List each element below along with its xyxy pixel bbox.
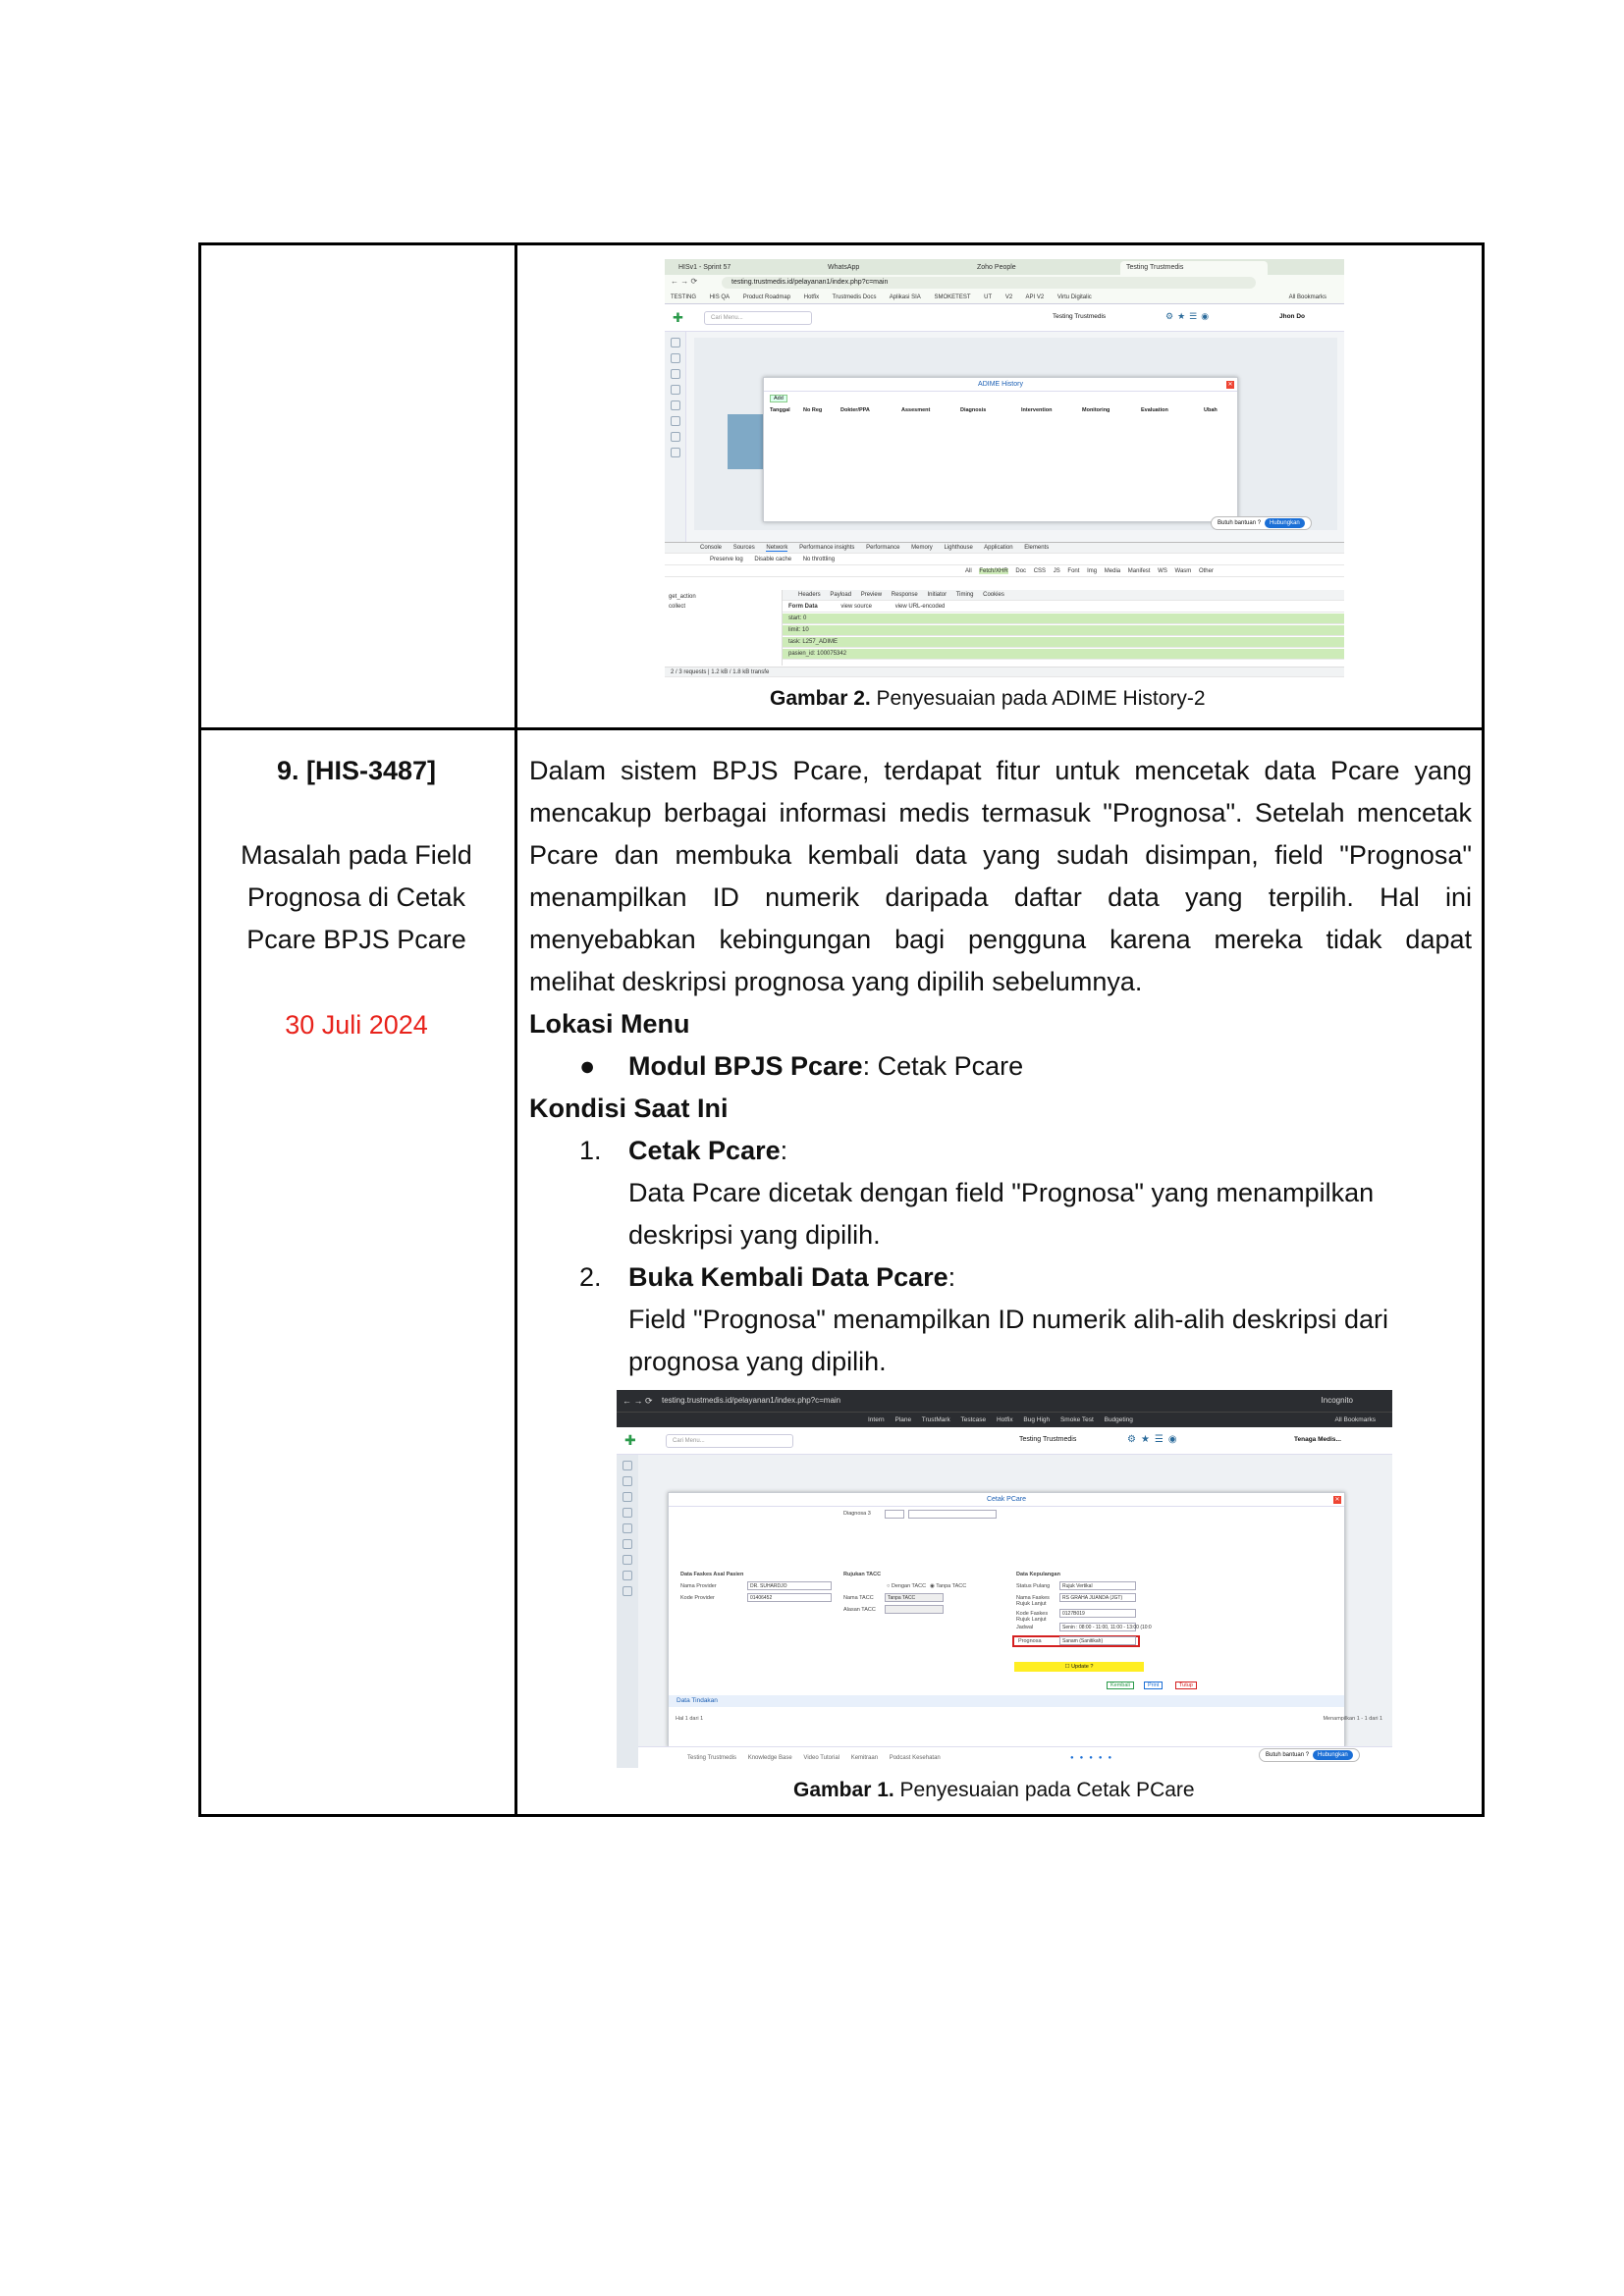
radio-label: Tanpa TACC <box>936 1583 967 1589</box>
payload-row: limit: 10 <box>783 625 1344 636</box>
caption-label: Gambar 2. <box>770 687 871 710</box>
list-item-title <box>628 1130 787 1172</box>
bookmarks-bar <box>617 1412 1392 1427</box>
status-pulang-select[interactable]: Rujuk Vertikal <box>1059 1581 1136 1590</box>
intro-line: mencakup berbagai informasi medis termasuk "Prognosa". Setelah mencetak <box>529 798 1472 828</box>
payload-row: pasien_id: 100075342 <box>783 649 1344 660</box>
request-item[interactable]: get_action <box>669 594 696 600</box>
list-item-colon: : <box>947 1262 956 1292</box>
kondisi-heading: Kondisi Saat Ini <box>529 1094 729 1123</box>
app-sidebar <box>617 1455 638 1768</box>
diagnosa-label: Diagnosa 3 <box>843 1511 871 1517</box>
print-button[interactable]: Print <box>1144 1682 1163 1689</box>
type-filter[interactable]: JS <box>1053 568 1060 574</box>
list-item-bold: Cetak Pcare <box>628 1136 781 1165</box>
request-list <box>665 590 783 666</box>
throttle-select[interactable]: No throttling <box>802 557 836 562</box>
sidebar-icon[interactable] <box>623 1523 632 1533</box>
caption-text: Penyesuaian pada ADIME History-2 <box>870 687 1206 710</box>
payload-tab[interactable]: Payload <box>830 592 852 598</box>
pager[interactable]: Hal 1 dari 1 <box>676 1716 704 1722</box>
type-filter[interactable]: Fetch/XHR <box>979 568 1008 574</box>
alasan-tacc-label: Alasan TACC <box>843 1607 876 1613</box>
bookmark[interactable]: V2 <box>1004 294 1013 300</box>
list-item-desc: Field "Prognosa" menampilkan ID numerik alih-alih deskripsi dari <box>628 1305 1388 1334</box>
bullet-rest: : Cetak Pcare <box>862 1051 1024 1081</box>
sidebar-icon[interactable] <box>623 1508 632 1518</box>
footer-link[interactable]: Kemitraan <box>850 1755 879 1761</box>
update-checkbox[interactable]: ☐ Update ? <box>1014 1662 1144 1672</box>
devtools-tab[interactable]: Performance insights <box>799 545 855 551</box>
devtools-filter-row <box>665 555 1344 565</box>
intro-line: menyebabkan kebingungan bagi pengguna karena mereka tidak dapat <box>529 925 1472 954</box>
bookmark[interactable]: Trustmedis Docs <box>832 294 877 300</box>
dengan-tacc-radio[interactable]: ○ Dengan TACC <box>887 1583 927 1589</box>
bookmark[interactable]: TrustMark <box>921 1416 950 1423</box>
kode-provider-field[interactable]: 01406452 <box>747 1593 832 1602</box>
devtools-tab[interactable]: Network <box>766 545 788 551</box>
footer-link[interactable]: Podcast Kesehatan <box>889 1755 941 1761</box>
cetak-pcare-screenshot <box>617 1390 1392 1768</box>
issue-title-line: Pcare BPJS Pcare <box>246 925 466 954</box>
add-button[interactable]: Add <box>770 395 787 402</box>
modal-title <box>764 378 1237 392</box>
intro-line: Pcare dan membuka kembali data yang sudah disimpan, field "Prognosa" <box>529 840 1472 870</box>
menu-plus-icon[interactable]: ✚ <box>673 310 683 325</box>
issue-title-line: Masalah pada Field <box>241 840 472 870</box>
sidebar-icon[interactable] <box>623 1555 632 1565</box>
payload-tab[interactable]: Preview <box>860 592 883 598</box>
bullet-marker: ● <box>579 1051 596 1081</box>
address-bar-row <box>665 275 1344 291</box>
radio-label: Dengan TACC <box>891 1583 927 1589</box>
list-item-bold: Buka Kembali Data Pcare <box>628 1262 948 1292</box>
user-name[interactable]: Tenaga Medis... <box>1294 1436 1341 1443</box>
type-filter[interactable]: Img <box>1087 568 1098 574</box>
view-source-link[interactable]: view source <box>840 604 873 610</box>
devtools-tab[interactable]: Console <box>700 545 723 551</box>
help-pill <box>1259 1748 1360 1762</box>
tutup-button[interactable]: Tutup <box>1175 1682 1197 1689</box>
footer-link[interactable]: Testing Trustmedis <box>687 1755 737 1761</box>
browser-toolbar <box>617 1390 1392 1412</box>
list-item-desc: Data Pcare dicetak dengan field "Prognosa" yang menampilkan <box>628 1178 1375 1207</box>
rujukan-heading: Rujukan TACC <box>843 1572 882 1577</box>
diagnosa-name-input[interactable] <box>908 1510 997 1519</box>
bookmark[interactable]: Aplikasi SIA <box>889 294 921 300</box>
devtools-tab[interactable]: Elements <box>1024 545 1050 551</box>
kode-provider-label: Kode Provider <box>680 1595 715 1601</box>
nama-faskes-label: Nama Faskes Rujuk Lanjut <box>1016 1595 1050 1607</box>
close-icon[interactable]: ✕ <box>1334 1497 1340 1503</box>
bookmark[interactable]: Product Roadmap <box>742 294 791 300</box>
bookmark[interactable]: TESTING <box>671 294 697 300</box>
column-header[interactable]: Assesment <box>901 407 931 413</box>
bookmark[interactable]: UT <box>984 294 993 300</box>
bookmark[interactable]: Smoke Test <box>1059 1416 1094 1423</box>
incognito-label: Incognito <box>1321 1396 1353 1405</box>
bookmark[interactable]: Plane <box>894 1416 912 1423</box>
bookmark[interactable]: Intern <box>868 1416 885 1423</box>
nav-arrows-icon[interactable]: ← → ⟳ <box>671 277 698 286</box>
toolbar-icons[interactable]: ⚙★☰◉ <box>1127 1434 1182 1445</box>
nama-tacc-label: Nama TACC <box>843 1595 874 1601</box>
prognosa-select[interactable]: Sanam (Sanitikah) <box>1059 1636 1136 1645</box>
payload-tab[interactable]: Cookies <box>983 592 1004 598</box>
menu-search-input[interactable]: Cari Menu... <box>666 1434 793 1448</box>
bullet-item <box>628 1045 1023 1088</box>
sidebar-icon[interactable] <box>671 432 680 442</box>
lokasi-menu-heading: Lokasi Menu <box>529 1009 690 1039</box>
bookmark[interactable]: Testcase <box>960 1416 987 1423</box>
list-number: 1. <box>579 1136 602 1165</box>
sidebar-icon[interactable] <box>623 1586 632 1596</box>
sidebar-icon[interactable] <box>623 1476 632 1486</box>
bookmark[interactable]: Bug High <box>1023 1416 1051 1423</box>
app-header <box>617 1427 1392 1455</box>
devtools-tab[interactable]: Application <box>984 545 1013 551</box>
nama-provider-field[interactable]: DR. SUHARDJO <box>747 1581 832 1590</box>
app-name: Testing Trustmedis <box>1019 1436 1077 1443</box>
intro-line: melihat deskripsi prognosa yang dipilih sebelumnya. <box>529 967 1143 996</box>
jadwal-label: Jadwal <box>1016 1625 1034 1630</box>
issue-date: 30 Juli 2024 <box>285 1010 428 1040</box>
column-header[interactable]: Ubah <box>1204 407 1218 413</box>
type-filter[interactable]: All <box>965 568 972 574</box>
bookmark[interactable]: SMOKETEST <box>934 294 971 300</box>
browser-tab-active[interactable]: Testing Trustmedis <box>1120 261 1268 275</box>
nama-tacc-select[interactable]: Tanpa TACC <box>885 1593 944 1602</box>
column-header[interactable]: Intervention <box>1021 407 1053 413</box>
url-field[interactable]: testing.trustmedis.id/pelayanan1/index.php?c=main <box>722 277 1256 289</box>
modal-title <box>669 1493 1344 1507</box>
sidebar-icon[interactable] <box>623 1539 632 1549</box>
status-pulang-label: Status Pulang <box>1016 1583 1051 1589</box>
payload-tabs <box>783 590 1344 601</box>
bullet-bold: Modul BPJS Pcare <box>628 1051 863 1081</box>
type-filter[interactable]: CSS <box>1033 568 1047 574</box>
connect-button[interactable]: Hubungkan <box>1313 1750 1353 1760</box>
type-filter[interactable]: Font <box>1067 568 1080 574</box>
row-divider <box>201 727 1482 730</box>
column-header[interactable]: Diagnosis <box>960 407 987 413</box>
sidebar-icon[interactable] <box>623 1461 632 1470</box>
alasan-tacc-select[interactable] <box>885 1605 944 1614</box>
column-header[interactable]: Tanggal <box>770 407 790 413</box>
bookmark[interactable]: Hotfix <box>803 294 820 300</box>
connect-button[interactable]: Hubungkan <box>1265 518 1305 528</box>
checkbox-label[interactable]: Preserve log <box>710 557 743 562</box>
view-url-link[interactable]: view URL-encoded <box>894 604 946 610</box>
type-filter[interactable]: Doc <box>1015 568 1027 574</box>
request-item[interactable]: collect <box>669 604 686 610</box>
tanpa-tacc-radio[interactable]: ◉ Tanpa TACC <box>930 1583 967 1589</box>
showing-count: Menampilkan 1 - 1 dari 1 <box>1323 1716 1382 1722</box>
sidebar-icon[interactable] <box>671 385 680 395</box>
type-filter[interactable]: WS <box>1158 568 1167 574</box>
devtools-tab[interactable]: Lighthouse <box>944 545 973 551</box>
jadwal-field[interactable]: Senin : 08:00 - 11:00, 11:00 - 13:00 (10:0 <box>1059 1623 1136 1631</box>
browser-tabbar <box>665 259 1344 275</box>
column-header[interactable]: Dokter/PPA <box>840 407 870 413</box>
devtools-panel <box>665 542 1344 677</box>
intro-line: menampilkan ID numerik daripada daftar data yang terpilih. Hal ini <box>529 882 1472 912</box>
type-filter[interactable]: Wasm <box>1174 568 1192 574</box>
bookmark[interactable]: HIS QA <box>709 294 731 300</box>
social-icons[interactable]: ●●●●● <box>1070 1755 1118 1761</box>
devtools-tab[interactable]: Memory <box>911 545 933 551</box>
devtools-tab[interactable]: Sources <box>732 545 755 551</box>
help-pill <box>1211 516 1312 530</box>
checkbox-label[interactable]: Disable cache <box>754 557 792 562</box>
payload-tab[interactable]: Timing <box>955 592 974 598</box>
column-header[interactable]: Evaluation <box>1141 407 1168 413</box>
payload-tab[interactable]: Initiator <box>927 592 947 598</box>
update-label: Update ? <box>1071 1664 1094 1670</box>
payload-row: task: L257_ADIME <box>783 637 1344 648</box>
browser-tab[interactable]: WhatsApp <box>822 261 969 275</box>
issue-title-line: Prognosa di Cetak <box>246 882 466 912</box>
modal-title-text: ADIME History <box>978 381 1023 388</box>
column-header[interactable]: Monitoring <box>1082 407 1110 413</box>
sidebar-icon[interactable] <box>671 369 680 379</box>
adime-history-screenshot <box>665 259 1344 677</box>
data-tindakan-bar[interactable]: Data Tindakan <box>669 1695 1344 1707</box>
intro-line: Dalam sistem BPJS Pcare, terdapat fitur untuk mencetak data Pcare yang <box>529 756 1472 785</box>
type-filter[interactable]: Media <box>1104 568 1121 574</box>
footer-link[interactable]: Knowledge Base <box>747 1755 792 1761</box>
list-item-desc: prognosa yang dipilih. <box>628 1347 887 1376</box>
sidebar-icon[interactable] <box>671 353 680 363</box>
cetak-pcare-modal <box>668 1492 1345 1747</box>
nama-faskes-field[interactable]: RS GRAHA JUANDA (JGT) <box>1059 1593 1136 1602</box>
payload-tab[interactable]: Headers <box>798 592 821 598</box>
modal-title-text: Cetak PCare <box>986 1496 1027 1503</box>
menu-plus-icon[interactable]: ✚ <box>624 1432 636 1448</box>
figure-caption-1 <box>793 1779 1195 1802</box>
browser-tab[interactable]: HISv1 - Sprint 57 <box>673 261 820 275</box>
help-text: Butuh bantuan ? <box>1266 1752 1310 1758</box>
prognosa-label: Prognosa <box>1018 1638 1042 1644</box>
app-header <box>665 304 1344 332</box>
type-filter[interactable]: Manifest <box>1127 568 1151 574</box>
kode-faskes-field[interactable]: 0127B019 <box>1059 1609 1136 1618</box>
diagnosa-input[interactable] <box>885 1510 904 1519</box>
bookmark[interactable]: API V2 <box>1025 294 1045 300</box>
bookmark[interactable]: Virtu Digitalic <box>1056 294 1092 300</box>
payload-row: start: 0 <box>783 614 1344 624</box>
list-item-desc: deskripsi yang dipilih. <box>628 1220 881 1250</box>
close-icon[interactable]: ✕ <box>1227 382 1233 388</box>
url-field[interactable]: testing.trustmedis.id/pelayanan1/index.php?c=main <box>662 1396 841 1405</box>
user-name[interactable]: Jhon Do <box>1279 313 1305 320</box>
kembali-button[interactable]: Kembali <box>1107 1682 1134 1689</box>
kode-faskes-label: Kode Faskes Rujuk Lanjut <box>1016 1611 1049 1623</box>
column-header[interactable]: No Reg <box>803 407 823 413</box>
list-number: 2. <box>579 1262 602 1292</box>
adime-history-modal <box>763 377 1238 522</box>
sidebar-icon[interactable] <box>671 416 680 426</box>
list-item-colon: : <box>780 1136 788 1165</box>
bookmarks-bar <box>665 291 1344 304</box>
faskes-heading: Data Faskes Asal Pasien <box>680 1572 744 1577</box>
kepulangan-heading: Data Kepulangan <box>1016 1572 1060 1577</box>
toolbar-icons[interactable]: ⚙★☰◉ <box>1165 311 1214 321</box>
ticket-id: 9. [HIS-3487] <box>276 756 437 785</box>
type-filter[interactable]: Other <box>1198 568 1214 574</box>
all-bookmarks[interactable]: All Bookmarks <box>1334 1416 1376 1423</box>
sidebar-icon[interactable] <box>671 338 680 347</box>
payload-tab[interactable]: Response <box>891 592 918 598</box>
devtools-tabs <box>665 543 1344 554</box>
devtools-type-row <box>665 566 1344 577</box>
figure-caption-2 <box>770 687 1206 711</box>
help-text: Butuh bantuan ? <box>1218 520 1262 526</box>
sidebar-icon[interactable] <box>623 1492 632 1502</box>
column-divider <box>514 245 517 1814</box>
all-bookmarks[interactable]: All Bookmarks <box>1288 294 1326 300</box>
caption-text: Penyesuaian pada Cetak PCare <box>893 1779 1195 1801</box>
footer-link[interactable]: Video Tutorial <box>803 1755 840 1761</box>
devtools-tab[interactable]: Performance <box>866 545 900 551</box>
nama-provider-label: Nama Provider <box>680 1583 717 1589</box>
devtools-status: 2 / 3 requests | 1.2 kB / 1.8 kB transfe <box>665 667 1344 677</box>
sidebar-icon[interactable] <box>671 448 680 457</box>
form-data-label: Form Data <box>788 604 818 610</box>
app-name: Testing Trustmedis <box>1053 313 1107 320</box>
menu-search-input[interactable]: Cari Menu... <box>704 311 812 325</box>
list-item-title <box>628 1256 955 1299</box>
bookmark[interactable]: Hotfix <box>996 1416 1013 1423</box>
sidebar-icon[interactable] <box>623 1571 632 1580</box>
bookmark[interactable]: Budgeting <box>1104 1416 1133 1423</box>
sidebar-icon[interactable] <box>671 400 680 410</box>
form-data-header <box>783 602 1344 613</box>
nav-arrows-icon[interactable]: ← → ⟳ <box>623 1396 653 1406</box>
caption-label: Gambar 1. <box>793 1779 894 1801</box>
browser-tab[interactable]: Zoho People <box>971 261 1118 275</box>
